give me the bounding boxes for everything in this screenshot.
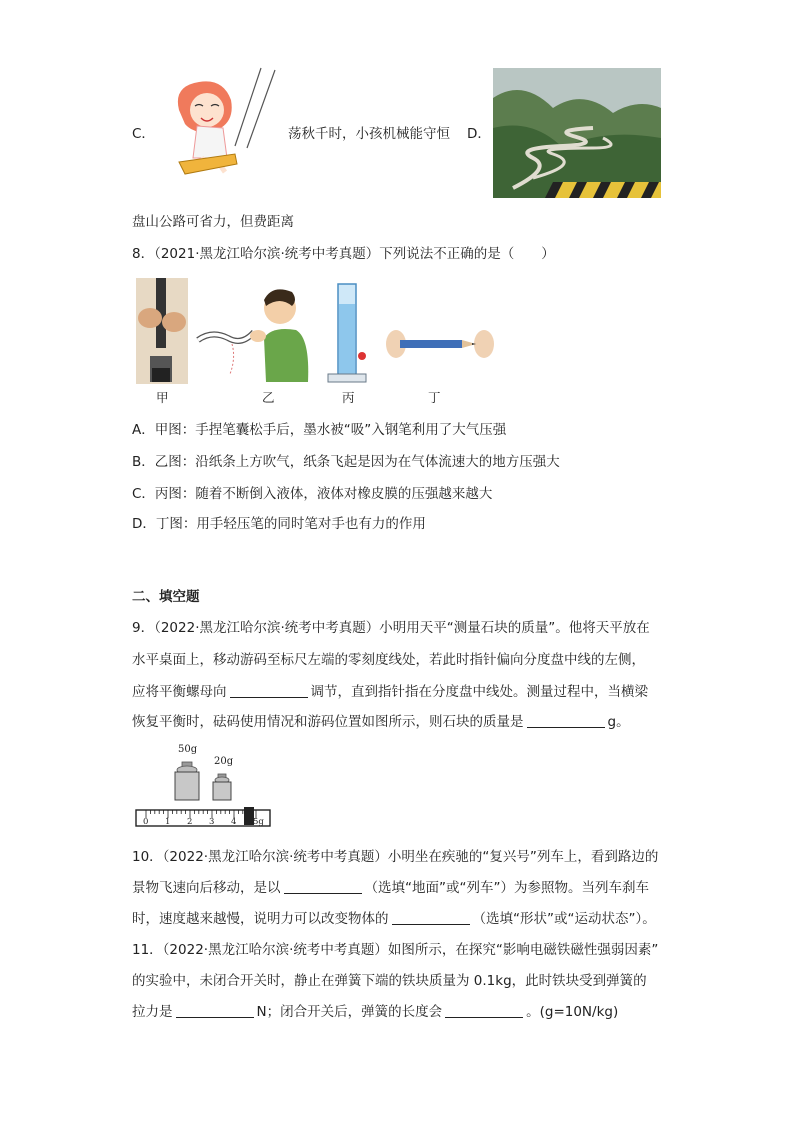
q11-line-2: 的实验中，未闭合开关时，静止在弹簧下端的铁块质量为 0.1kg，此时铁块受到弹簧的 xyxy=(132,973,647,989)
weight-label-20g: 20g xyxy=(214,756,234,767)
fig-jia-pen-ink xyxy=(136,278,188,384)
fig-label-jia: 甲 xyxy=(156,390,169,405)
q9-line-3-part-a: 应将平衡螺母向 xyxy=(132,684,227,700)
q10-line-2-part-b: （选填“地面”或“列车”）为参照物。当列车刹车 xyxy=(364,880,649,896)
ruler-tick-label: 5g xyxy=(253,817,264,827)
ruler-tick-label: 1 xyxy=(165,817,171,827)
q9-line-2: 水平桌面上，移动游码至标尺左端的零刻度线处，若此时指针偏向分度盘中线的左侧， xyxy=(132,652,645,668)
q11-line-3-part-c: 。(g=10N/kg) xyxy=(526,1004,619,1020)
fig-label-ding: 丁 xyxy=(428,390,441,405)
option-c-text: 荡秋千时，小孩机械能守恒 xyxy=(288,126,450,142)
q8-option-b: B．乙图：沿纸条上方吹气，纸条飞起是因为在气体流速大的地方压强大 xyxy=(132,454,560,470)
q9-line-4-part-b: g。 xyxy=(607,714,630,730)
ruler-tick-label: 4 xyxy=(231,817,237,827)
q10-line-1: 10．（2022·黑龙江哈尔滨·统考中考真题）小明坐在疾驰的“复兴号”列车上，看到路边的 xyxy=(132,849,659,865)
q11-line-3-part-a: 拉力是 xyxy=(132,1004,173,1020)
option-d-label: D． xyxy=(467,126,491,142)
section-title-fill-blank: 二、填空题 xyxy=(132,589,200,605)
q10-line-2 xyxy=(132,878,649,898)
q9-answer-blank-1[interactable] xyxy=(230,683,308,698)
q11-line-3 xyxy=(132,1002,618,1022)
option-d-text: 盘山公路可省力，但费距离 xyxy=(132,214,294,230)
q11-line-1: 11．（2022·黑龙江哈尔滨·统考中考真题）如图所示，在探究“影响电磁铁磁性强弱因素” xyxy=(132,942,659,958)
q8-option-a: A．甲图：手捏笔囊松手后，墨水被“吸”入钢笔利用了大气压强 xyxy=(132,422,507,438)
fig-ding-pencil-press xyxy=(386,324,496,364)
q8-option-d: D．丁图：用手轻压笔的同时笔对手也有力的作用 xyxy=(132,516,426,532)
q10-line-3 xyxy=(132,909,656,929)
q9-answer-blank-2[interactable] xyxy=(527,713,605,728)
weight-label-50g: 50g xyxy=(178,744,198,755)
q8-stem: 8．（2021·黑龙江哈尔滨·统考中考真题）下列说法不正确的是（ ） xyxy=(132,246,555,262)
ruler-tick-label: 0 xyxy=(143,817,149,827)
swing-girl-illustration xyxy=(165,66,285,184)
q11-line-3-part-b: N；闭合开关后，弹簧的长度会 xyxy=(256,1004,443,1020)
q9-line-4-part-a: 恢复平衡时，砝码使用情况和游码位置如图所示，则石块的质量是 xyxy=(132,714,524,730)
q11-answer-blank-2[interactable] xyxy=(445,1003,523,1018)
q11-answer-blank-1[interactable] xyxy=(176,1003,254,1018)
fig-bing-liquid-column xyxy=(324,282,372,386)
q9-line-3 xyxy=(132,682,648,702)
fig-label-bing: 丙 xyxy=(342,390,355,405)
q10-answer-blank-2[interactable] xyxy=(392,910,470,925)
option-c-label: C． xyxy=(132,126,155,142)
q10-line-3-part-a: 时，速度越来越慢，说明力可以改变物体的 xyxy=(132,911,389,927)
fig-yi-blowing-paper xyxy=(192,278,322,384)
q10-line-2-part-a: 景物飞速向后移动，是以 xyxy=(132,880,281,896)
q8-option-c: C．丙图：随着不断倒入液体，液体对橡皮膜的压强越来越大 xyxy=(132,486,493,502)
ruler-tick-label: 2 xyxy=(187,817,193,827)
q10-line-3-part-b: （选填“形状”或“运动状态”）。 xyxy=(472,911,656,927)
q9-line-4 xyxy=(132,712,630,732)
q9-line-1: 9．（2022·黑龙江哈尔滨·统考中考真题）小明用天平“测量石块的质量”。他将天平放在 xyxy=(132,620,650,636)
q9-line-3-part-b: 调节，直到指针指在分度盘中线处。测量过程中，当横梁 xyxy=(310,684,648,700)
q10-answer-blank-1[interactable] xyxy=(284,879,362,894)
mountain-road-photo xyxy=(493,68,661,198)
ruler-tick-label: 3 xyxy=(209,817,215,827)
q9-balance-figure xyxy=(134,744,274,834)
fig-label-yi: 乙 xyxy=(262,390,275,405)
